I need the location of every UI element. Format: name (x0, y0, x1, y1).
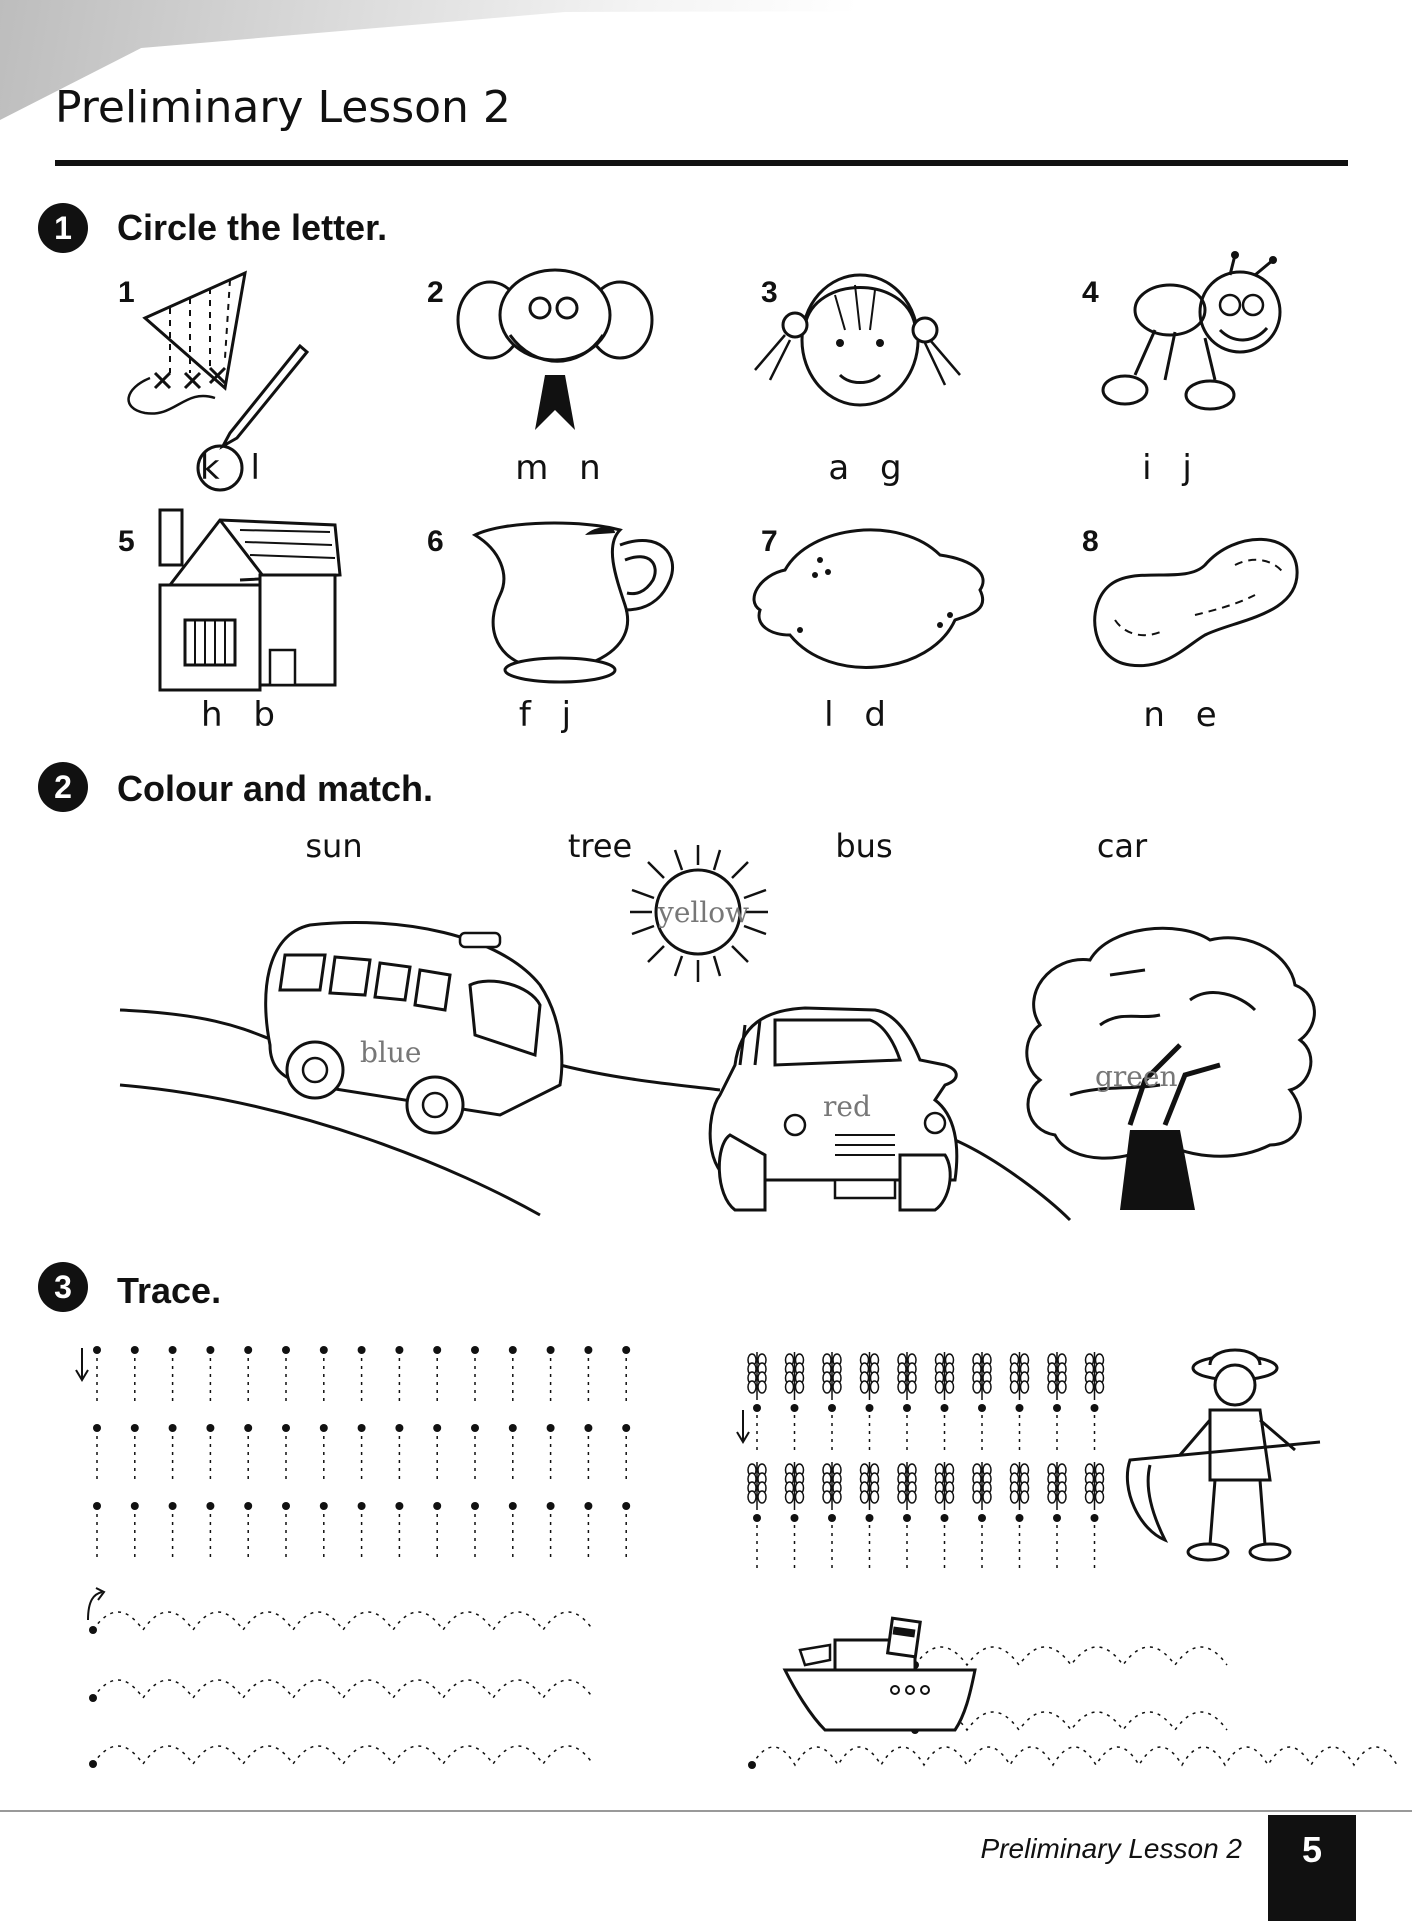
wheat-grain (973, 1491, 981, 1503)
wheat-grain (1058, 1381, 1066, 1393)
section-3-title: Trace. (117, 1270, 222, 1311)
boat-icon (775, 1610, 995, 1740)
trace-dotted-arc (93, 1680, 593, 1698)
trace-start-dot (1016, 1404, 1024, 1412)
wheat-grain (1058, 1491, 1066, 1503)
trace-start-dot (1053, 1404, 1061, 1412)
word-sun[interactable]: sun (305, 827, 363, 865)
wheat-grain (1021, 1381, 1029, 1393)
letter-pair-7[interactable]: l d (824, 695, 896, 735)
trace-start-dot (1091, 1514, 1099, 1522)
trace-start-dot (941, 1404, 949, 1412)
trace-start-dot (1091, 1404, 1099, 1412)
wheat-grain (748, 1381, 756, 1393)
trace-start-dot (395, 1502, 403, 1510)
trace-start-dot (866, 1514, 874, 1522)
colour-label-green: green (1095, 1060, 1178, 1093)
trace-start-dot (169, 1502, 177, 1510)
colour-label-red: red (823, 1090, 871, 1123)
wheat-grain (983, 1381, 991, 1393)
house-icon (140, 500, 340, 695)
trace-start-dot (395, 1424, 403, 1432)
trace-start-dot (866, 1404, 874, 1412)
wheat-icon (898, 1462, 916, 1510)
trace-start-dot (509, 1346, 517, 1354)
letter-pair-6[interactable]: f j (518, 695, 582, 735)
section-2-number: 2 (38, 762, 88, 812)
wheat-icon (936, 1352, 954, 1400)
wheat-grain (748, 1491, 756, 1503)
wheat-icon (1086, 1352, 1104, 1400)
trace-start-dot (828, 1514, 836, 1522)
section-1-number: 1 (38, 203, 88, 253)
wheat-icon (973, 1462, 991, 1510)
lemon-icon (740, 515, 1000, 690)
wheat-icon (861, 1462, 879, 1510)
ant-icon (1095, 250, 1315, 430)
wheat-grain (1021, 1491, 1029, 1503)
letter-pair-4[interactable]: i j (1142, 448, 1202, 488)
bus-icon (250, 915, 570, 1145)
wheat-icon (1011, 1462, 1029, 1510)
trace-start-dot (903, 1404, 911, 1412)
wheat-icon (823, 1352, 841, 1400)
answer-circle-icon (195, 443, 245, 493)
wheat-grain (1048, 1491, 1056, 1503)
item-number-8: 8 (1082, 525, 1099, 558)
wheat-grain (908, 1381, 916, 1393)
word-tree[interactable]: tree (567, 827, 633, 865)
footer-rule (0, 1810, 1412, 1812)
trace-start-dot (622, 1502, 630, 1510)
farmer-icon (1120, 1340, 1330, 1570)
section-2-title: Colour and match. (117, 768, 434, 809)
item-number-2: 2 (427, 276, 444, 309)
wheat-icon (823, 1462, 841, 1510)
word-car[interactable]: car (1096, 827, 1148, 865)
wheat-grain (823, 1491, 831, 1503)
wheat-grain (908, 1491, 916, 1503)
trace-start-dot (358, 1346, 366, 1354)
wheat-icon (936, 1462, 954, 1510)
trace-start-dot (131, 1502, 139, 1510)
trace-start-dot (244, 1424, 252, 1432)
wheat-grain (758, 1491, 766, 1503)
wheat-grain (833, 1491, 841, 1503)
trace-start-dot (547, 1424, 555, 1432)
wheat-grain (936, 1491, 944, 1503)
wheat-grain (973, 1381, 981, 1393)
wheat-icon (898, 1352, 916, 1400)
letter-pair-2[interactable]: m n (515, 448, 611, 488)
item-number-7: 7 (761, 525, 778, 558)
wheat-grain (936, 1381, 944, 1393)
trace-dotted-arc (93, 1612, 593, 1630)
trace-start-dot (547, 1346, 555, 1354)
letter-pair-3[interactable]: a g (828, 448, 912, 488)
trace-start-dot (471, 1346, 479, 1354)
down-arrow-icon (737, 1410, 749, 1442)
wheat-grain (796, 1491, 804, 1503)
wheat-grain (786, 1491, 794, 1503)
colour-label-blue: blue (360, 1036, 422, 1069)
trace-start-dot (433, 1502, 441, 1510)
wheat-icon (748, 1352, 766, 1400)
trace-start-dot (433, 1424, 441, 1432)
trace-start-dot (433, 1346, 441, 1354)
girl-icon (745, 255, 975, 435)
trace-dotted-arc (752, 1747, 1397, 1765)
trace-start-dot (395, 1346, 403, 1354)
wheat-grain (833, 1381, 841, 1393)
trace-start-dot (169, 1346, 177, 1354)
trace-start-dot (206, 1346, 214, 1354)
wheat-grain (983, 1491, 991, 1503)
wheat-icon (786, 1462, 804, 1510)
wheat-icon (973, 1352, 991, 1400)
section-1-title: Circle the letter. (117, 207, 388, 248)
trace-start-dot (320, 1424, 328, 1432)
trace-start-dot (282, 1502, 290, 1510)
trace-start-dot (93, 1502, 101, 1510)
wheat-grain (946, 1491, 954, 1503)
wheat-grain (1086, 1491, 1094, 1503)
trace-start-dot (93, 1346, 101, 1354)
trace-start-dot (169, 1424, 177, 1432)
page-number: 5 (1268, 1815, 1356, 1921)
wheat-icon (1011, 1352, 1029, 1400)
trace-start-dot (978, 1514, 986, 1522)
title-rule (55, 160, 1348, 166)
colour-label-yellow: yellow (658, 896, 750, 929)
monkey-icon (455, 260, 655, 440)
wheat-grain (898, 1491, 906, 1503)
trace-start-dot (753, 1514, 761, 1522)
trace-start-dot (358, 1502, 366, 1510)
trace-start-dot (584, 1424, 592, 1432)
trace-start-dot (320, 1502, 328, 1510)
trace-start-dot (791, 1404, 799, 1412)
wheat-grain (898, 1381, 906, 1393)
item-number-3: 3 (761, 276, 778, 309)
wheat-grain (1096, 1491, 1104, 1503)
kite-icon (115, 268, 315, 448)
trace-start-dot (244, 1502, 252, 1510)
wheat-grain (1048, 1381, 1056, 1393)
footer-title: Preliminary Lesson 2 (980, 1833, 1242, 1864)
trace-start-dot (584, 1346, 592, 1354)
item-number-6: 6 (427, 525, 444, 558)
wheat-grain (861, 1491, 869, 1503)
curve-arrow-icon (88, 1588, 104, 1620)
letter-pair-1[interactable]: k l (200, 448, 270, 488)
letter-pair-8[interactable]: n e (1143, 695, 1227, 735)
wheat-grain (786, 1381, 794, 1393)
word-bus[interactable]: bus (835, 827, 893, 865)
trace-start-dot (131, 1346, 139, 1354)
trace-start-dot (320, 1346, 328, 1354)
wheat-icon (1048, 1352, 1066, 1400)
wheat-icon (786, 1352, 804, 1400)
trace-start-dot (131, 1424, 139, 1432)
trace-start-dot (622, 1424, 630, 1432)
wheat-grain (946, 1381, 954, 1393)
trace-start-dot (282, 1424, 290, 1432)
wheat-grain (871, 1491, 879, 1503)
trace-start-dot (1053, 1514, 1061, 1522)
wheat-grain (1086, 1381, 1094, 1393)
trace-start-dot (509, 1424, 517, 1432)
trace-start-dot (471, 1424, 479, 1432)
trace-start-dot (903, 1514, 911, 1522)
wheat-grain (1096, 1381, 1104, 1393)
trace-start-dot (244, 1346, 252, 1354)
wheat-icon (748, 1462, 766, 1510)
wheat-grain (1011, 1491, 1019, 1503)
wheat-icon (1048, 1462, 1066, 1510)
trace-start-dot (584, 1502, 592, 1510)
trace-start-dot (828, 1404, 836, 1412)
wheat-icon (861, 1352, 879, 1400)
trace-start-dot (358, 1424, 366, 1432)
trace-start-dot (978, 1404, 986, 1412)
wheat-grain (1011, 1381, 1019, 1393)
trace-start-dot (93, 1424, 101, 1432)
trace-start-dot (622, 1346, 630, 1354)
item-number-5: 5 (118, 525, 135, 558)
letter-pair-5[interactable]: h b (201, 695, 285, 735)
section-3-number: 3 (38, 1262, 88, 1312)
trace-start-dot (941, 1514, 949, 1522)
wheat-icon (1086, 1462, 1104, 1510)
wheat-grain (758, 1381, 766, 1393)
wheat-grain (871, 1381, 879, 1393)
trace-start-dot (753, 1404, 761, 1412)
jug-icon (465, 515, 695, 690)
trace-start-dot (791, 1514, 799, 1522)
trace-start-dot (547, 1502, 555, 1510)
trace-start-dot (206, 1502, 214, 1510)
page-title: Preliminary Lesson 2 (55, 82, 511, 133)
trace-start-dot (282, 1346, 290, 1354)
trace-start-dot (206, 1424, 214, 1432)
wheat-grain (796, 1381, 804, 1393)
trace-dotted-arc (93, 1746, 593, 1764)
trace-start-dot (471, 1502, 479, 1510)
peanut-icon (1085, 525, 1310, 680)
trace-start-dot (1016, 1514, 1024, 1522)
item-number-1: 1 (118, 276, 135, 309)
wheat-grain (823, 1381, 831, 1393)
down-arrow-icon (76, 1348, 88, 1380)
wheat-grain (861, 1381, 869, 1393)
item-number-4: 4 (1082, 276, 1099, 309)
trace-start-dot (509, 1502, 517, 1510)
